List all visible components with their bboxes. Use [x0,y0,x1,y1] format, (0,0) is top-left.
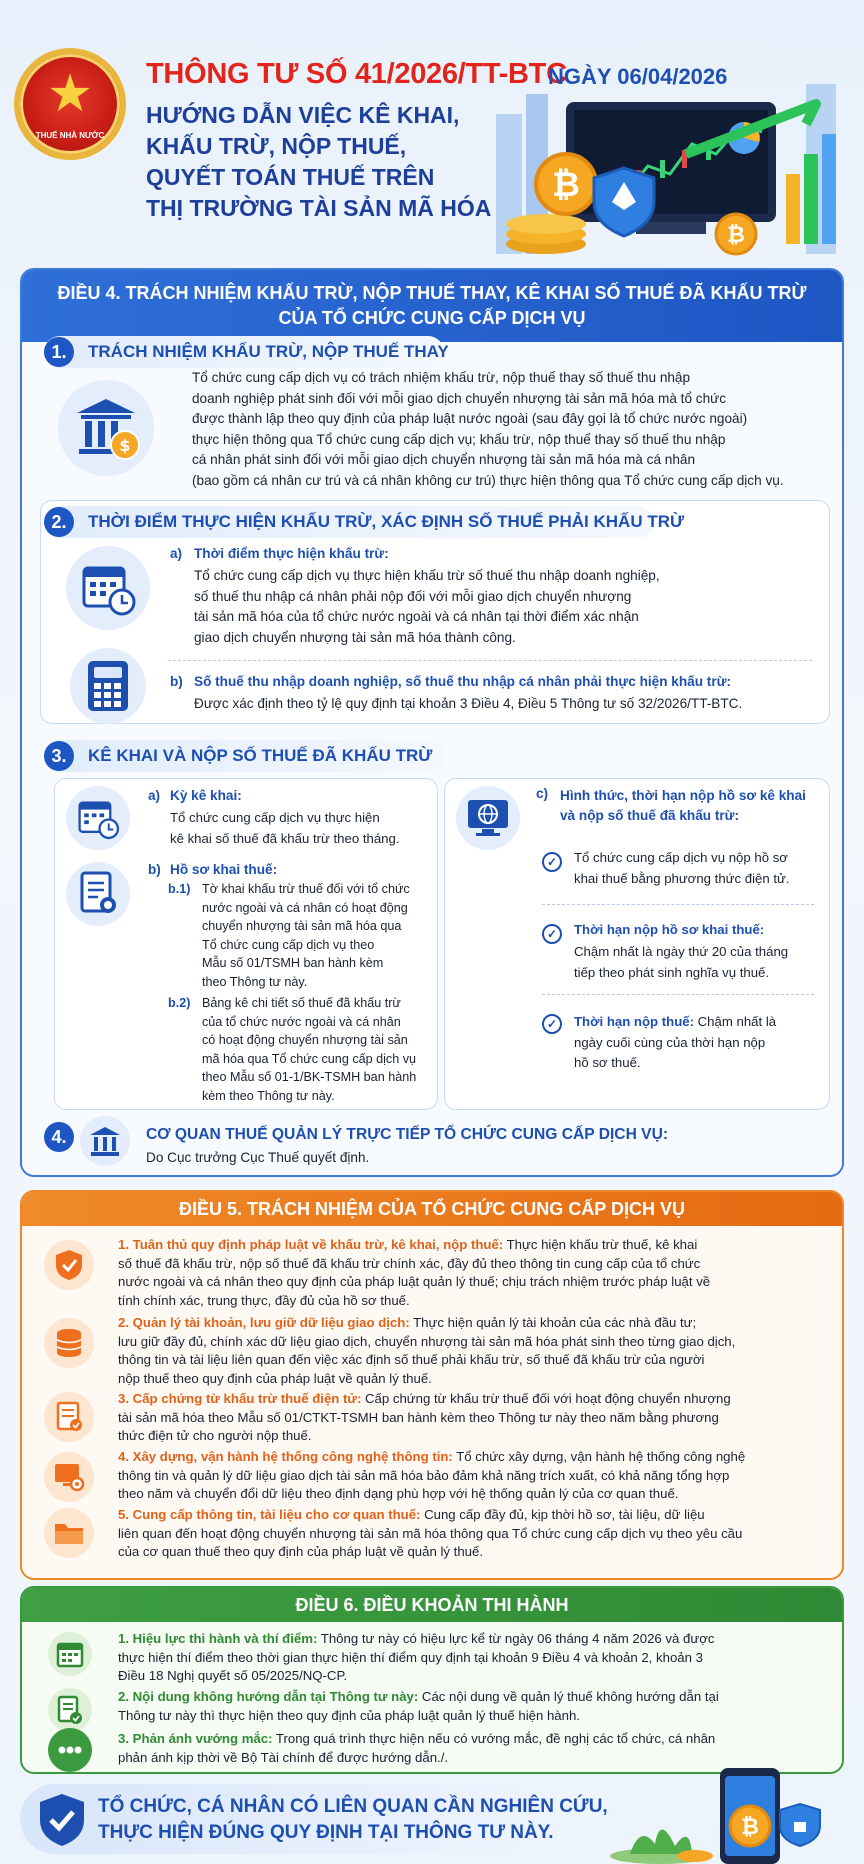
section-number: 3. [44,741,74,771]
government-building-icon [80,1116,130,1166]
svg-text:₿: ₿ [741,1815,759,1840]
document-check-icon [48,1688,92,1732]
document-title: THÔNG TƯ SỐ 41/2026/TT-BTC [146,58,567,90]
section-1-title: TRÁCH NHIỆM KHẤU TRỪ, NỘP THUẾ THAY [88,342,449,361]
section-3b1-label: b.1) [168,882,191,896]
svg-text:₿: ₿ [552,165,580,205]
divider [542,994,814,995]
article-6-header: ĐIỀU 6. ĐIỀU KHOẢN THI HÀNH [22,1588,842,1622]
section-3a-body: Tổ chức cung cấp dịch vụ thực hiện kê khai số thuế đã khấu trừ theo tháng. [170,810,400,846]
calculator-icon [70,648,146,724]
section-3c3-body: Thời hạn nộp thuế: Chậm nhất là ngày cuối cùng của thời hạn nộp hồ sơ thuế. [574,1014,777,1070]
section-number: 4. [44,1122,74,1152]
divider [542,904,814,905]
article-4-header: ĐIỀU 4. TRÁCH NHIỆM KHẤU TRỪ, NỘP THUẾ THAY, KÊ KHAI SỐ THUẾ ĐÃ KHẤU TRỪ CỦA TỔ CHỨC CUNG CẤP DỊCH VỤ [22,270,842,342]
section-3a-label: a) [148,788,161,803]
phone-crypto-illustration [600,1764,850,1864]
section-3c2-title: Thời hạn nộp hồ sơ khai thuế: [574,922,765,937]
calendar-clock-icon [66,546,150,630]
section-3a-title: Kỳ kê khai: [170,788,242,803]
section-3-title: KÊ KHAI VÀ NỘP SỐ THUẾ ĐÃ KHẤU TRỪ [88,746,433,765]
divider [168,660,812,661]
emblem-caption: THUẾ NHÀ NƯỚC [35,131,105,140]
article-6-panel: ĐIỀU 6. ĐIỀU KHOẢN THI HÀNH 1. Hiệu lực thi hành và thí điểm: Thông tư này có hiệu lực kể từ ngày 06 tháng 4 năm 2026 và được thực hiện thí điểm theo thời gian thực hiện thí điểm quy định tại khoản 9 Điều 4 và khoản 2, khoản 3 Điều 18 Nghị quyết số 05/2025/NQ-CP. 2. Nội dung không hướng dẫn tại Thông tư này: Các nội dung về quản lý thuế không hướng dẫn tại Thông tư này thì thực hiện theo quy định của pháp luật quản lý thuế hiện hành. 3. Phản ánh vướng mắc: Trong quá trình thực hiện nếu có vướng mắc, đề nghị các tổ chức, cá nhân phản ánh kịp thời về Bộ Tài chính để được hướng dẫn./. [20,1586,844,1774]
section-2b-label: b) [170,674,183,689]
section-3b1-body: Tờ khai khấu trừ thuế đối với tổ chức nước ngoài và cá nhân có hoạt động chuyển nhượng tài sản mã hóa qua Tổ chức cung cấp dịch vụ theo Mẫu số 01/TSMH ban hành kèm theo Thông tư này. [202,882,410,989]
section-3c2-body: Chậm nhất là ngày thứ 20 của tháng tiếp theo phát sinh nghĩa vụ thuế. [574,944,789,980]
section-2-title: THỜI ĐIỂM THỰC HIỆN KHẤU TRỪ, XÁC ĐỊNH SỐ THUẾ PHẢI KHẤU TRỪ [88,512,685,531]
section-3b-label: b) [148,862,161,877]
state-emblem-logo [14,48,126,160]
section-2a-body: Tổ chức cung cấp dịch vụ thực hiện khấu trừ số thuế thu nhập doanh nghiệp, số thuế thu nhập cá nhân phải nộp đối với mỗi giao dịch chuyển nhượng tài sản mã hóa của tổ chức nước ngoài và cá nhân tại thời điểm xác nhận giao dịch chuyển nhượng tài sản mã hóa thành công. [194,568,660,645]
section-2a-title: Thời điểm thực hiện khấu trừ: [194,546,389,561]
calendar-icon [48,1632,92,1676]
section-2b-title: Số thuế thu nhập doanh nghiệp, số thuế thu nhập cá nhân phải thực hiện khấu trừ: [194,674,731,689]
section-3c-label: c) [536,786,549,801]
section-4-title: CƠ QUAN THUẾ QUẢN LÝ TRỰC TIẾP TỔ CHỨC CUNG CẤP DỊCH VỤ: [146,1126,669,1143]
calendar-clock-icon [66,786,130,850]
section-2b-body: Được xác định theo tỷ lệ quy định tại khoản 3 Điều 4, Điều 5 Thông tư số 32/2026/TT-BTC. [194,696,743,711]
section-number: 2. [44,507,74,537]
svg-text:$: $ [119,436,131,455]
section-number: 1. [44,337,74,367]
shield-check-icon [36,1792,88,1848]
section-3b2-label: b.2) [168,996,191,1010]
shield-check-icon [44,1240,94,1290]
section-3c-title: Hình thức, thời hạn nộp hồ sơ kê khai và nộp số thuế đã khấu trừ: [560,788,806,823]
database-icon [44,1318,94,1368]
bank-coin-icon [58,380,154,476]
computer-globe-icon [456,786,520,850]
document-subtitle: HƯỚNG DẪN VIỆC KÊ KHAI, KHẤU TRỪ, NỘP THUẾ, QUYẾT TOÁN THUẾ TRÊN THỊ TRƯỜNG TÀI SẢN MÃ HÓA [146,102,492,221]
check-icon: ✓ [542,924,562,944]
chat-bubble-icon [48,1728,92,1772]
article-5-header: ĐIỀU 5. TRÁCH NHIỆM CỦA TỔ CHỨC CUNG CẤP DỊCH VỤ [22,1192,842,1226]
folder-icon [44,1508,94,1558]
section-2a-label: a) [170,546,183,561]
section-4-body: Do Cục trưởng Cục Thuế quyết định. [146,1150,370,1165]
system-gear-icon [44,1452,94,1502]
section-1-body: Tổ chức cung cấp dịch vụ có trách nhiệm khấu trừ, nộp thuế thay số thuế thu nhập doanh nghiệp phát sinh đối với mỗi giao dịch chuyển nhượng tài sản mã hóa mà tổ chức được thành lập theo quy định của pháp luật nước ngoài (sau đây gọi là tổ chức nước ngoài) thực hiện thông qua Tổ chức cung cấp dịch vụ; khấu trừ, nộp thuế thay số thuế thu nhập cá nhân phát sinh đối với mỗi giao dịch chuyển nhượng tài sản mã hóa mà cá nhân (bao gồm cá nhân cư trú và cá nhân không cư trú) thực hiện thông qua Tổ chức cung cấp dịch vụ. [192,370,784,488]
crypto-illustration [486,84,856,260]
footer-message: TỔ CHỨC, CÁ NHÂN CÓ LIÊN QUAN CẦN NGHIÊN CỨU, THỰC HIỆN ĐÚNG QUY ĐỊNH TẠI THÔNG TƯ NÀY. [98,1796,608,1843]
section-3b-title: Hồ sơ khai thuế: [170,862,278,877]
document-seal-icon [66,862,130,926]
article-5-panel: ĐIỀU 5. TRÁCH NHIỆM CỦA TỔ CHỨC CUNG CẤP DỊCH VỤ 1. Tuân thủ quy định pháp luật về khấu trừ, kê khai, nộp thuế: Thực hiện khấu trừ thuế, kê khai số thuế đã khấu trừ, nộp số thuế đã khấu trừ chính xác, đầy đủ theo thông tin cung cấp của tổ chức nước ngoài và cá nhân theo quy định của pháp luật quản lý thuế; chịu trách nhiệm trước pháp luật về tính chính xác, trung thực, đầy đủ của hồ sơ thuế. 2. Quản lý tài khoản, lưu giữ dữ liệu giao dịch: Thực hiện quản lý tài khoản của các nhà đầu tư; lưu giữ đầy đủ, chính xác dữ liệu giao dịch, chuyển nhượng tài sản mã hóa phát sinh theo từng giao dịch, thông tin và tài liệu liên quan đến việc xác định số thuế phải khấu trừ, số thuế đã khấu trừ của người nộp thuế theo quy định của pháp luật về quản lý thuế. 3. Cấp chứng từ khấu trừ thuế điện tử: Cấp chứng từ khấu trừ thuế đối với hoạt động chuyển nhượng tài sản mã hóa theo Mẫu số 01/CTKT-TSMH ban hành kèm theo Thông tư này theo năm bằng phương thức điện tử cho người nộp thuế. 4. Xây dựng, vận hành hệ thống công nghệ thông tin: Tổ chức xây dựng, vận hành hệ thống công nghệ thông tin và quản lý dữ liệu giao dịch tài sản mã hóa bảo đảm khả năng trích xuất, có khả năng tổng hợp theo năm và chuyển đổi dữ liệu theo định dạng phù hợp với hệ thống quản lý của cơ quan thuế. 5. Cung cấp thông tin, tài liệu cho cơ quan thuế: Cung cấp đầy đủ, kịp thời hồ sơ, tài liệu, dữ liệu liên quan đến hoạt động chuyển nhượng tài sản mã hóa thông qua Tổ chức cung cấp dịch vụ theo yêu cầu của cơ quan thuế theo quy định của pháp luật về quản lý thuế. [20,1190,844,1580]
star-icon: ★ [46,65,94,123]
certificate-check-icon [44,1392,94,1442]
section-3b2-body: Bảng kê chi tiết số thuế đã khấu trừ của tổ chức nước ngoài và cá nhân có hoạt động chuyển nhượng tài sản mã hóa qua Tổ chức cung cấp dịch vụ theo Mẫu số 01-1/BK-TSMH ban hành kèm theo Thông tư này. [202,996,417,1103]
section-3c1-body: Tổ chức cung cấp dịch vụ nộp hồ sơ khai thuế bằng phương thức điện tử. [574,850,790,886]
document-date: NGÀY 06/04/2026 [548,64,728,89]
check-icon: ✓ [542,852,562,872]
svg-text:₿: ₿ [727,223,745,248]
check-icon: ✓ [542,1014,562,1034]
